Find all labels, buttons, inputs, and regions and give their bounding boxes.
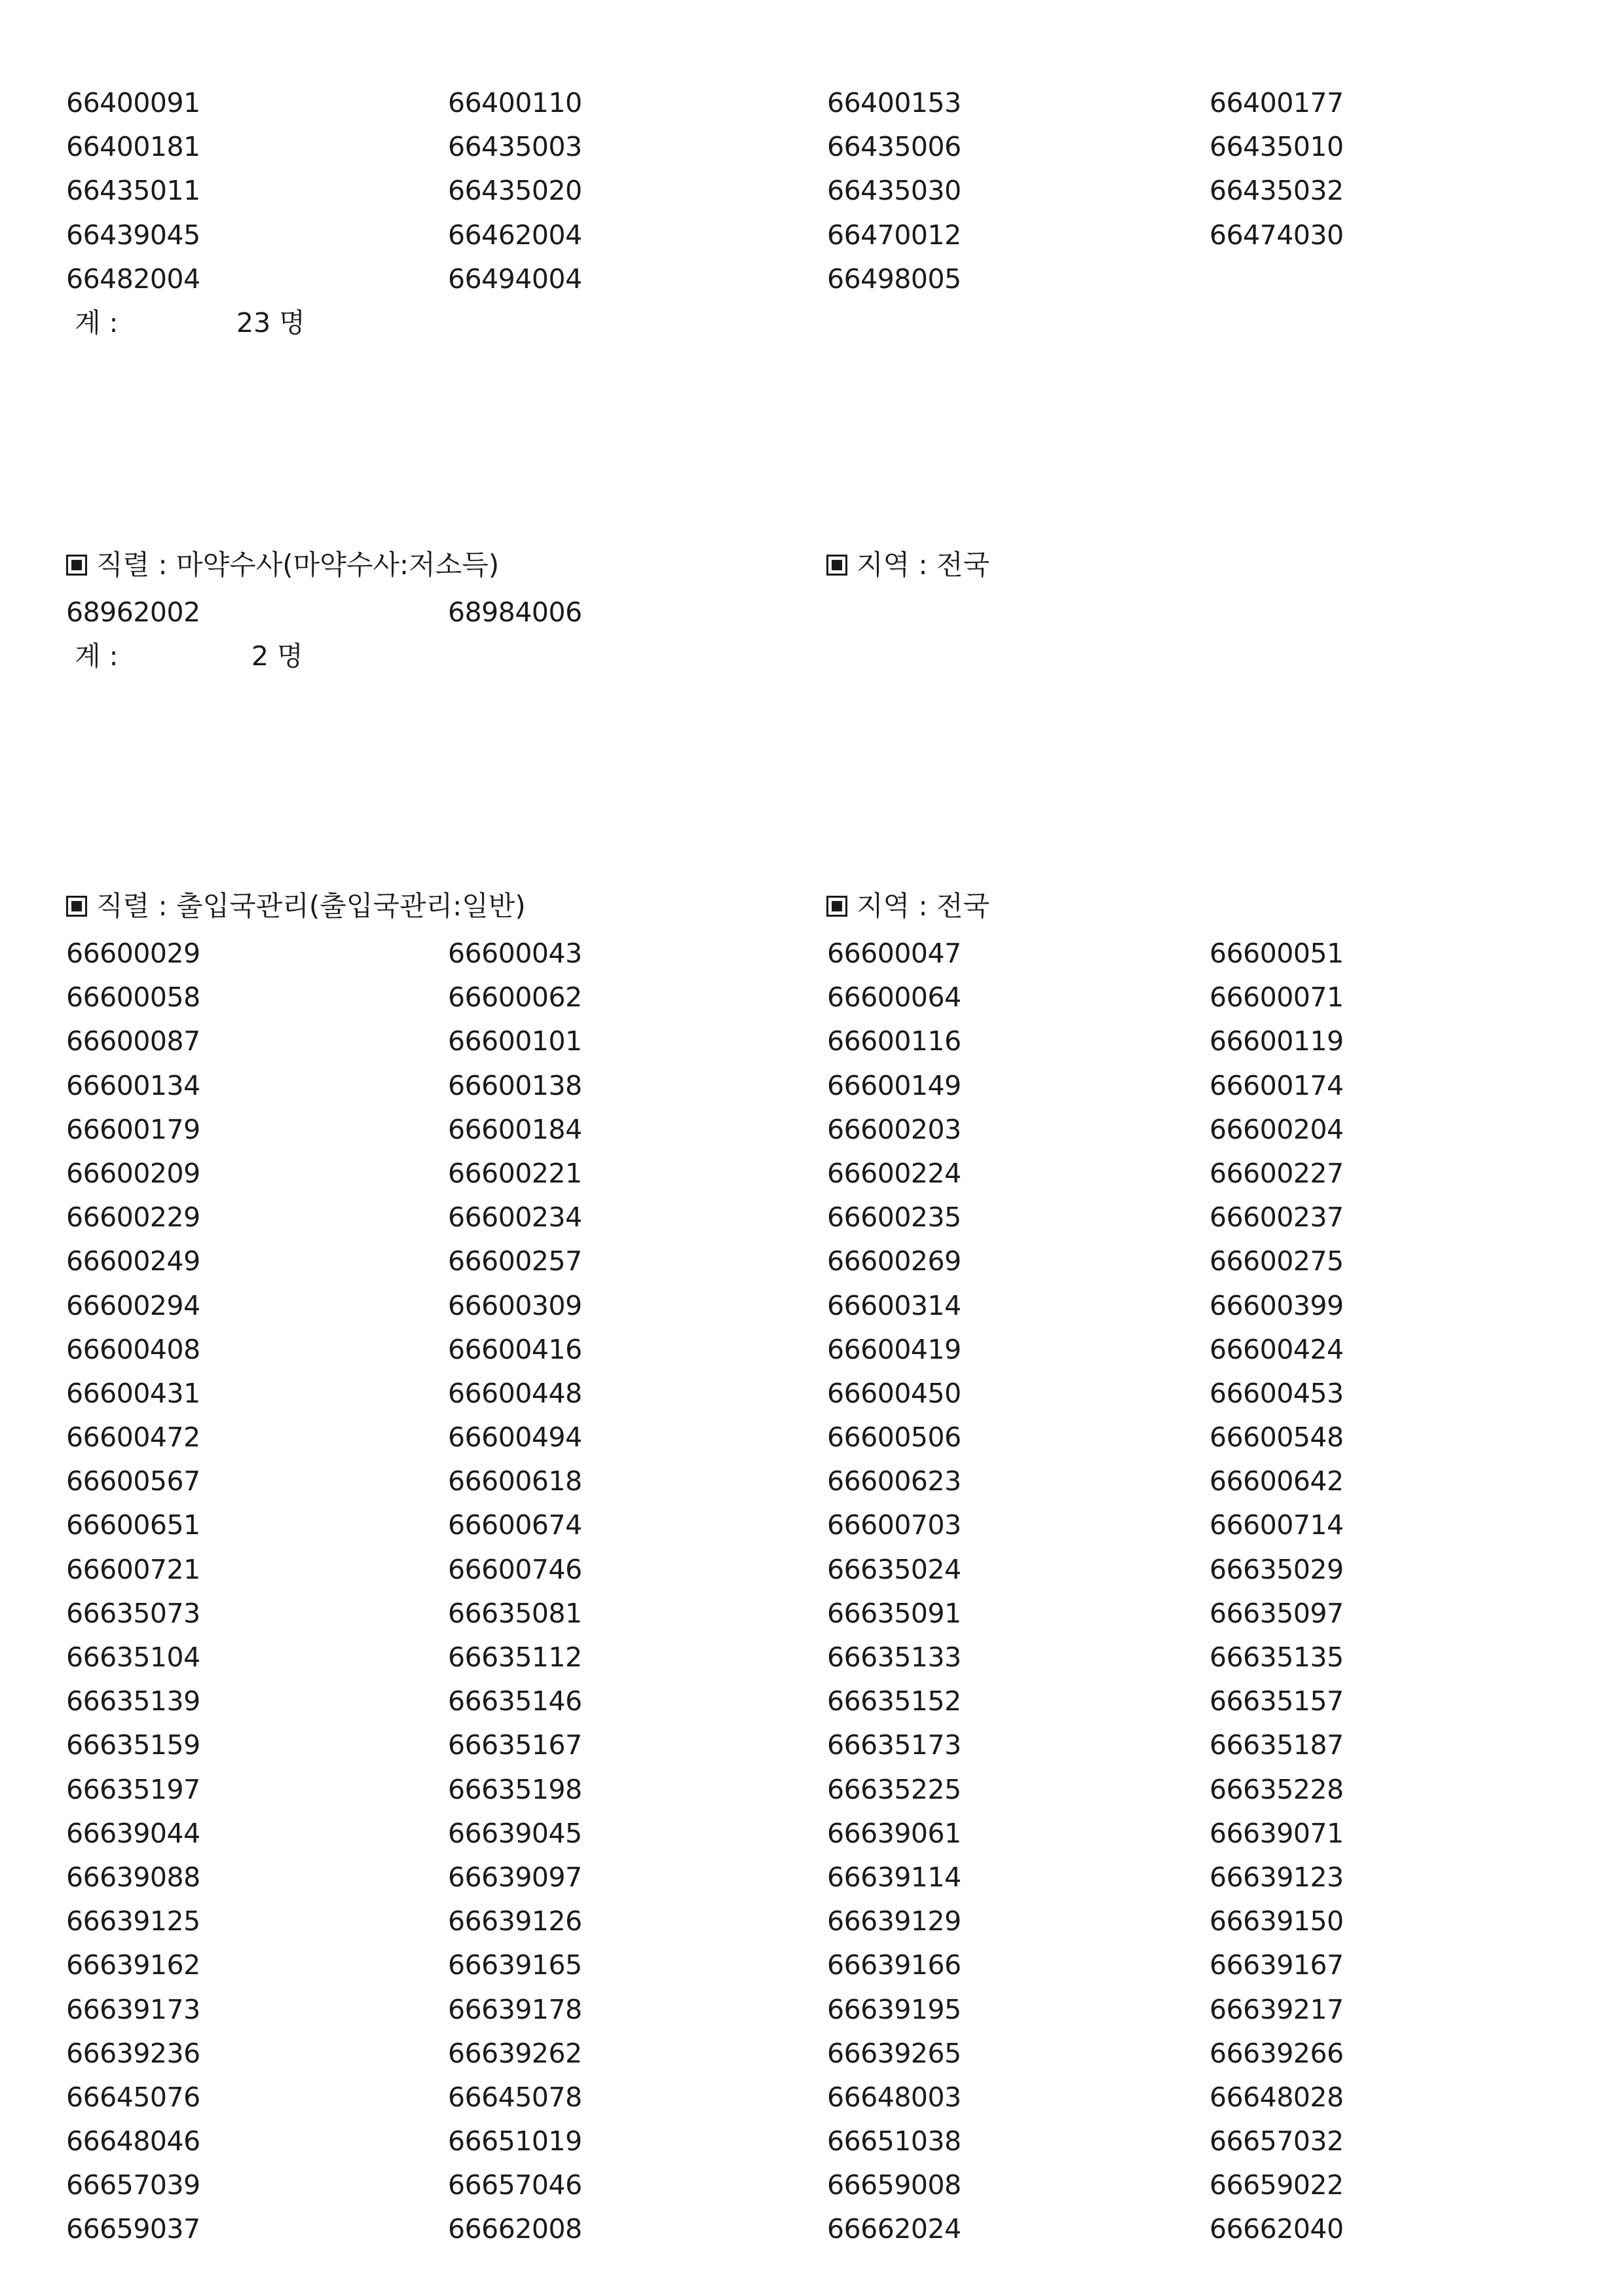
candidate-number: 66600674	[448, 1509, 582, 1541]
candidate-number: 66639126	[448, 1905, 582, 1937]
candidate-number: 66600618	[448, 1465, 582, 1497]
candidate-number: 66639123	[1209, 1861, 1344, 1893]
candidate-number: 66639045	[448, 1817, 582, 1849]
square-bullet-icon	[66, 896, 87, 917]
candidate-number: 66600399	[1209, 1289, 1344, 1321]
candidate-number: 66600294	[66, 1289, 200, 1321]
candidate-number: 66635197	[66, 1773, 200, 1805]
candidate-number: 66494004	[448, 263, 582, 295]
candidate-number: 66639173	[66, 1993, 200, 2025]
candidate-number: 66482004	[66, 263, 200, 295]
region-heading: 지역 : 전국	[826, 881, 989, 932]
candidate-number: 66639071	[1209, 1817, 1344, 1849]
candidate-number: 66639088	[66, 1861, 200, 1893]
candidate-number: 66600224	[827, 1157, 961, 1189]
candidate-number: 66600149	[827, 1069, 961, 1101]
candidate-number: 66662040	[1209, 2213, 1344, 2245]
candidate-number: 66600184	[448, 1113, 582, 1145]
candidate-number: 66600058	[66, 982, 200, 1014]
square-bullet-icon	[826, 555, 847, 576]
candidate-number: 66600227	[1209, 1157, 1344, 1189]
candidate-number: 66600043	[448, 938, 582, 969]
candidate-number: 66639061	[827, 1817, 961, 1849]
candidate-number: 66659008	[827, 2169, 961, 2201]
section-continued	[0, 81, 1624, 345]
candidate-number: 66639150	[1209, 1905, 1344, 1937]
candidate-number: 66600703	[827, 1509, 961, 1541]
candidate-number: 66639265	[827, 2037, 961, 2069]
candidate-number: 66600087	[66, 1025, 200, 1057]
total-row	[0, 634, 1624, 678]
candidate-number: 66657032	[1209, 2125, 1344, 2157]
candidate-number: 66600234	[448, 1202, 582, 1234]
series-heading: 직렬 : 출입국관리(출입국관리:일반)	[66, 881, 526, 932]
candidate-number: 66635112	[448, 1642, 582, 1673]
candidate-number: 66600419	[827, 1333, 961, 1365]
candidate-number: 66639195	[827, 1993, 961, 2025]
candidate-number: 66600138	[448, 1069, 582, 1101]
candidate-number: 66639162	[66, 1949, 200, 1981]
candidate-number: 66600229	[66, 1202, 200, 1234]
candidate-number: 66600257	[448, 1245, 582, 1277]
candidate-number: 66600235	[827, 1202, 961, 1234]
candidate-number: 66600174	[1209, 1069, 1344, 1101]
candidate-number: 66600204	[1209, 1113, 1344, 1145]
candidate-number: 66600567	[66, 1465, 200, 1497]
candidate-number: 66600453	[1209, 1377, 1344, 1409]
square-bullet-icon	[826, 896, 847, 917]
candidate-number: 66600623	[827, 1465, 961, 1497]
candidate-number: 66635167	[448, 1729, 582, 1761]
candidate-number: 66600494	[448, 1422, 582, 1454]
section-narcotics	[0, 540, 1624, 678]
candidate-number: 66639129	[827, 1905, 961, 1937]
candidate-number: 66600721	[66, 1553, 200, 1585]
section-header	[0, 540, 1624, 591]
candidate-number: 66600221	[448, 1157, 582, 1189]
candidate-number: 66635152	[827, 1685, 961, 1717]
candidate-number: 66639262	[448, 2037, 582, 2069]
candidate-number: 66645078	[448, 2081, 582, 2113]
candidate-number: 66648028	[1209, 2081, 1344, 2113]
candidate-number: 66470012	[827, 219, 961, 251]
candidate-number: 66400091	[66, 87, 200, 119]
candidate-number: 66435010	[1209, 131, 1344, 163]
candidate-number: 66600203	[827, 1113, 961, 1145]
candidate-number: 66600269	[827, 1245, 961, 1277]
candidate-number: 66635091	[827, 1597, 961, 1629]
candidate-number: 66639114	[827, 1861, 961, 1893]
number-grid	[66, 591, 1624, 634]
candidate-number: 66651038	[827, 2125, 961, 2157]
candidate-number: 66498005	[827, 263, 961, 295]
candidate-number: 66600642	[1209, 1465, 1344, 1497]
total-row	[0, 301, 1624, 345]
candidate-number: 66659037	[66, 2213, 200, 2245]
candidate-number: 68962002	[66, 597, 200, 628]
candidate-number: 66635104	[66, 1642, 200, 1673]
candidate-number: 66600714	[1209, 1509, 1344, 1541]
candidate-number: 66635073	[66, 1597, 200, 1629]
candidate-number: 66600064	[827, 982, 961, 1014]
candidate-number: 66462004	[448, 219, 582, 251]
number-grid	[66, 932, 1624, 2252]
candidate-number: 66639125	[66, 1905, 200, 1937]
candidate-number: 66600029	[66, 938, 200, 969]
total-label: 계 :	[75, 306, 119, 339]
candidate-number: 66635097	[1209, 1597, 1344, 1629]
candidate-number: 66435011	[66, 175, 200, 207]
candidate-number: 66600051	[1209, 938, 1344, 969]
candidate-number: 66600101	[448, 1025, 582, 1057]
total-label: 계 :	[75, 640, 119, 672]
candidate-number: 66435032	[1209, 175, 1344, 207]
candidate-number: 66635146	[448, 1685, 582, 1717]
candidate-number: 66657046	[448, 2169, 582, 2201]
candidate-number: 66600746	[448, 1553, 582, 1585]
candidate-number: 66639236	[66, 2037, 200, 2069]
candidate-number: 66635139	[66, 1685, 200, 1717]
candidate-number: 66635135	[1209, 1642, 1344, 1673]
candidate-number: 66639166	[827, 1949, 961, 1981]
candidate-number: 66600651	[66, 1509, 200, 1541]
candidate-number: 66639178	[448, 1993, 582, 2025]
region-heading: 지역 : 전국	[826, 540, 989, 591]
section-header	[0, 881, 1624, 932]
number-grid	[66, 81, 1624, 301]
candidate-number: 66635133	[827, 1642, 961, 1673]
candidate-number: 66635157	[1209, 1685, 1344, 1717]
candidate-number: 66600179	[66, 1113, 200, 1145]
candidate-number: 66600047	[827, 938, 961, 969]
candidate-number: 66635228	[1209, 1773, 1344, 1805]
candidate-number: 66635173	[827, 1729, 961, 1761]
candidate-number: 66600071	[1209, 982, 1344, 1014]
series-heading: 직렬 : 마약수사(마약수사:저소득)	[66, 540, 499, 591]
candidate-number: 66600062	[448, 982, 582, 1014]
candidate-number: 66600134	[66, 1069, 200, 1101]
candidate-number: 66657039	[66, 2169, 200, 2201]
candidate-number: 66645076	[66, 2081, 200, 2113]
candidate-number: 66600237	[1209, 1202, 1344, 1234]
candidate-number: 66662024	[827, 2213, 961, 2245]
candidate-number: 66635198	[448, 1773, 582, 1805]
candidate-number: 66600431	[66, 1377, 200, 1409]
candidate-number: 66435030	[827, 175, 961, 207]
candidate-number: 66635159	[66, 1729, 200, 1761]
candidate-number: 66600450	[827, 1377, 961, 1409]
candidate-number: 66648003	[827, 2081, 961, 2113]
candidate-number: 66400177	[1209, 87, 1344, 119]
candidate-number: 66474030	[1209, 219, 1344, 251]
candidate-number: 66662008	[448, 2213, 582, 2245]
candidate-number: 66635029	[1209, 1553, 1344, 1585]
candidate-number: 66600416	[448, 1333, 582, 1365]
candidate-number: 66435006	[827, 131, 961, 163]
candidate-number: 66600116	[827, 1025, 961, 1057]
candidate-number: 66600548	[1209, 1422, 1344, 1454]
candidate-number: 66600314	[827, 1289, 961, 1321]
candidate-number: 66400153	[827, 87, 961, 119]
candidate-number: 66600209	[66, 1157, 200, 1189]
section-immigration	[0, 881, 1624, 2252]
candidate-number: 66635024	[827, 1553, 961, 1585]
candidate-number: 66600408	[66, 1333, 200, 1365]
candidate-number: 66639167	[1209, 1949, 1344, 1981]
candidate-number: 66639217	[1209, 1993, 1344, 2025]
candidate-number: 66435020	[448, 175, 582, 207]
candidate-number: 66439045	[66, 219, 200, 251]
candidate-number: 66400110	[448, 87, 582, 119]
candidate-number: 66659022	[1209, 2169, 1344, 2201]
candidate-number: 66600448	[448, 1377, 582, 1409]
candidate-number: 66600506	[827, 1422, 961, 1454]
candidate-number: 66648046	[66, 2125, 200, 2157]
candidate-number: 66639097	[448, 1861, 582, 1893]
candidate-number: 66600275	[1209, 1245, 1344, 1277]
candidate-number: 66600249	[66, 1245, 200, 1277]
candidate-number: 66400181	[66, 131, 200, 163]
candidate-number: 66639044	[66, 1817, 200, 1849]
total-count: 23 명	[236, 306, 305, 339]
candidate-number: 66639266	[1209, 2037, 1344, 2069]
candidate-number: 66635225	[827, 1773, 961, 1805]
candidate-number: 66635187	[1209, 1729, 1344, 1761]
candidate-number: 66651019	[448, 2125, 582, 2157]
candidate-number: 68984006	[448, 597, 582, 628]
candidate-number: 66600424	[1209, 1333, 1344, 1365]
candidate-number: 66635081	[448, 1597, 582, 1629]
candidate-number: 66639165	[448, 1949, 582, 1981]
total-count: 2 명	[251, 640, 303, 672]
candidate-number: 66600119	[1209, 1025, 1344, 1057]
square-bullet-icon	[66, 555, 87, 576]
candidate-number: 66600472	[66, 1422, 200, 1454]
candidate-number: 66435003	[448, 131, 582, 163]
candidate-number: 66600309	[448, 1289, 582, 1321]
